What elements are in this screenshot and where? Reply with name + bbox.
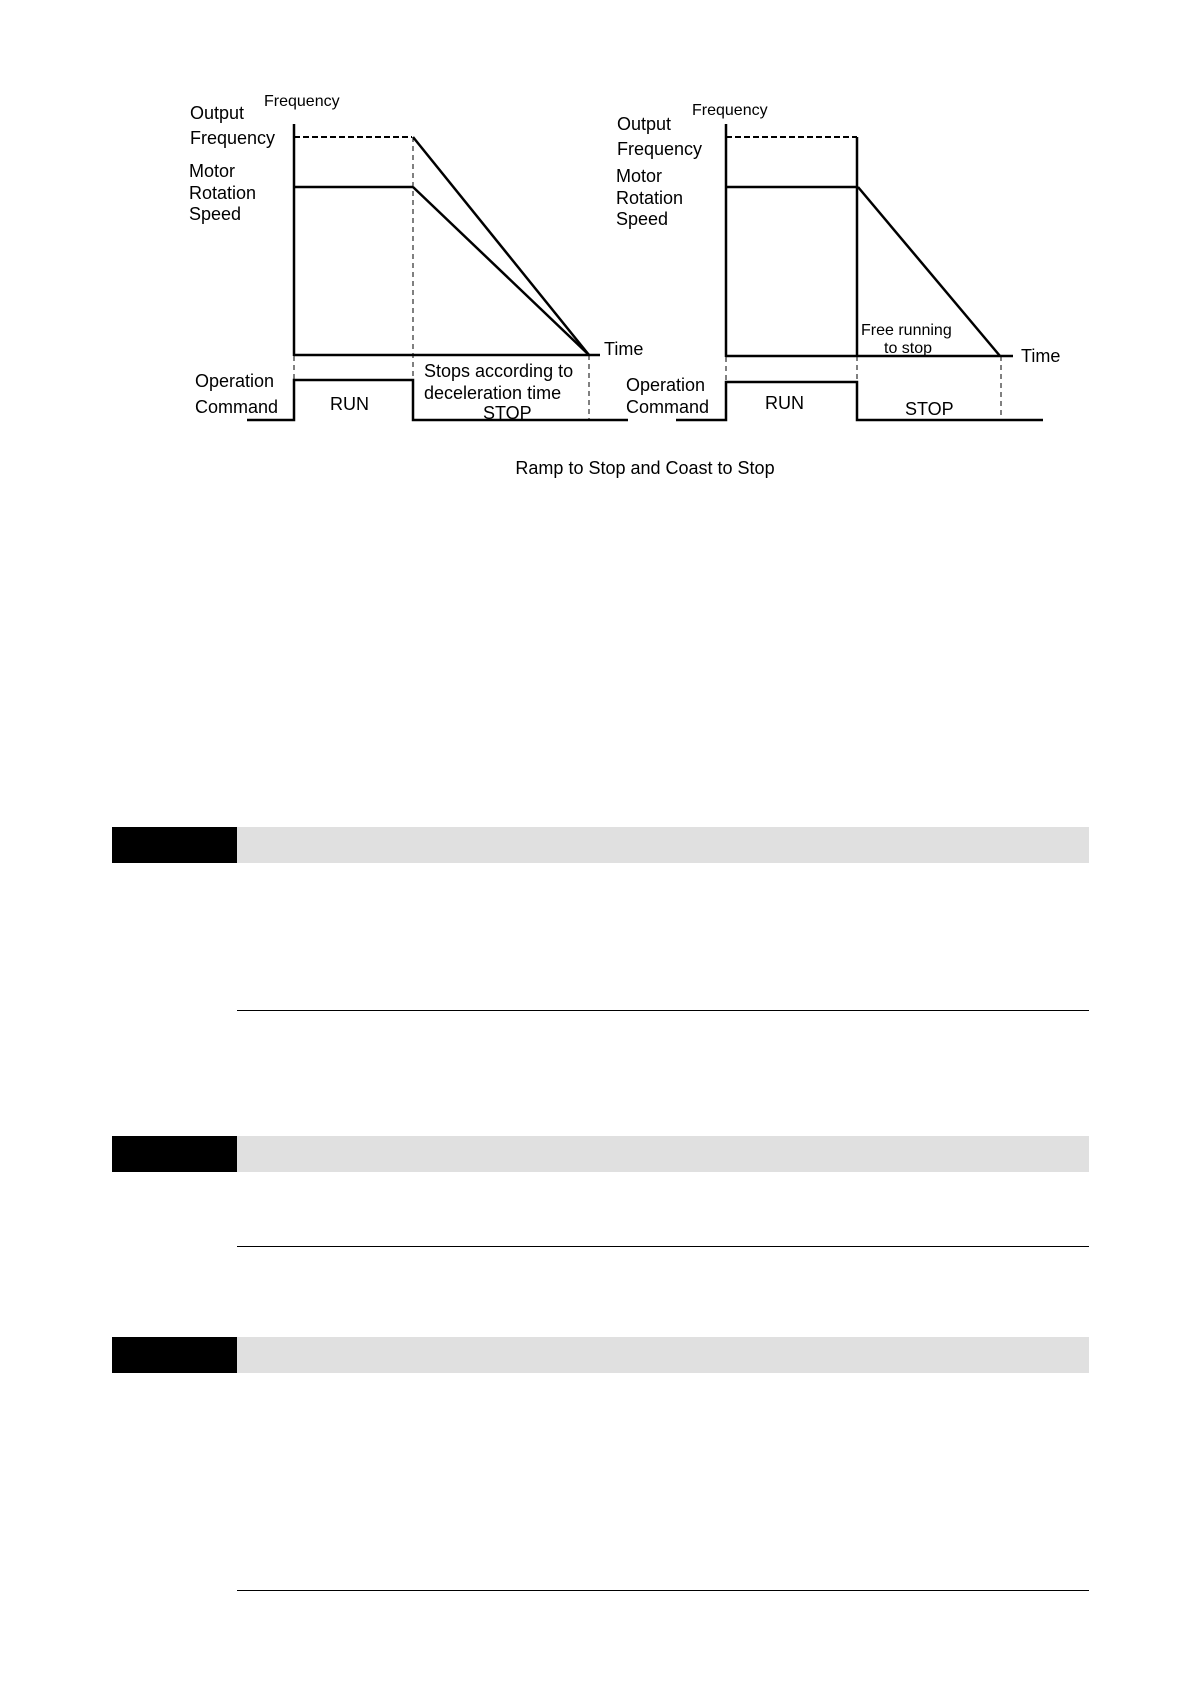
left-motor-label-3: Speed (189, 204, 242, 224)
left-stop-label: STOP (483, 403, 532, 423)
left-output-label-2: Frequency (190, 128, 276, 148)
section-3-rule (237, 1590, 1089, 1591)
left-output-frequency-ramp (413, 137, 589, 355)
left-stop-note-1: Stops according to (424, 361, 574, 381)
right-diagram (676, 124, 1043, 420)
section-header-1 (112, 827, 1089, 863)
left-freq-axis-label: Frequency (264, 93, 340, 110)
left-output-label-1: Output (190, 103, 245, 123)
section-header-1-tab (112, 827, 237, 863)
left-command-label: Command (195, 397, 279, 417)
right-free-run-1: Free running (861, 322, 952, 339)
figure-caption: Ramp to Stop and Coast to Stop (515, 458, 775, 478)
section-header-2 (112, 1136, 1089, 1172)
ramp-coast-stop-figure (0, 0, 1190, 500)
section-2-rule (237, 1246, 1089, 1247)
left-stop-note-2: deceleration time (424, 383, 562, 403)
left-motor-label-1: Motor (189, 161, 236, 181)
right-operation-label: Operation (626, 375, 706, 395)
left-operation-label: Operation (195, 371, 275, 391)
right-motor-label-3: Speed (616, 209, 669, 229)
left-run-label: RUN (330, 394, 369, 414)
right-free-run-2: to stop (884, 340, 933, 357)
right-output-label-2: Frequency (617, 139, 703, 159)
right-freq-axis-label: Frequency (692, 102, 768, 119)
left-motor-label-2: Rotation (189, 183, 257, 203)
section-1-rule (237, 1010, 1089, 1011)
right-motor-label-1: Motor (616, 166, 663, 186)
right-command-label: Command (626, 397, 710, 417)
right-time-label: Time (1021, 346, 1061, 366)
right-run-label: RUN (765, 393, 804, 413)
section-header-3 (112, 1337, 1089, 1373)
left-motor-speed-ramp (413, 187, 589, 355)
left-time-label: Time (604, 339, 644, 359)
section-header-2-tab (112, 1136, 237, 1172)
right-motor-label-2: Rotation (616, 188, 684, 208)
section-header-3-tab (112, 1337, 237, 1373)
right-output-label-1: Output (617, 114, 672, 134)
right-stop-label: STOP (905, 399, 954, 419)
right-command-waveform (676, 382, 1043, 420)
